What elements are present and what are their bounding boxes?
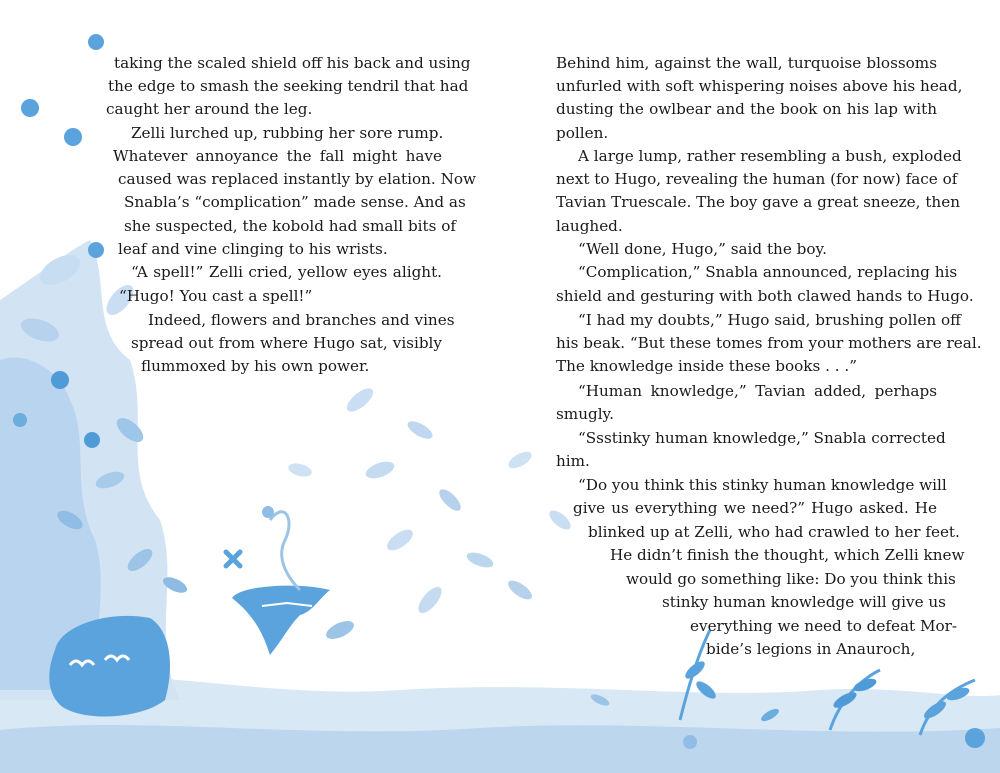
text-line: everything we need to defeat Mor- <box>690 617 958 635</box>
text-line: shield and gesturing with both clawed hands to Hugo. <box>556 287 974 305</box>
text-line: Indeed, flowers and branches and vines <box>148 311 455 329</box>
text-line: blinked up at Zelli, who had crawled to her feet. <box>588 523 960 541</box>
text-line: “Complication,” Snabla announced, replacing his <box>578 263 958 281</box>
text-line: dusting the owlbear and the book on his lap with <box>556 100 937 118</box>
text-line: his beak. “But these tomes from your mothers are real. <box>556 334 982 352</box>
text-line: “Ssstinky human knowledge,” Snabla corrected <box>578 429 946 447</box>
text-line: “Human knowledge,” Tavian added, perhaps <box>578 382 937 400</box>
text-line: taking the scaled shield off his back and using <box>114 54 471 72</box>
text-line: Whatever annoyance the fall might have <box>113 147 442 165</box>
text-line: “Do you think this stinky human knowledge will <box>578 476 947 494</box>
text-line: leaf and vine clinging to his wrists. <box>118 240 388 258</box>
text-line: “Hugo! You cast a spell!” <box>119 287 313 305</box>
right-page <box>500 0 1000 773</box>
text-line: the edge to smash the seeking tendril that had <box>108 77 469 95</box>
text-line: him. <box>556 452 590 470</box>
text-line: smugly. <box>556 405 614 423</box>
text-line: pollen. <box>556 124 609 142</box>
text-line: unfurled with soft whispering noises above his head, <box>556 77 963 95</box>
text-line: He didn’t finish the thought, which Zelli knew <box>610 546 965 564</box>
text-line: give us everything we need?” Hugo asked. He <box>573 499 937 517</box>
text-line: bide’s legions in Anauroch, <box>706 640 916 658</box>
text-line: would go something like: Do you think this <box>626 570 956 588</box>
text-line: laughed. <box>556 217 623 235</box>
text-line: Tavian Truescale. The boy gave a great sneeze, then <box>556 193 960 211</box>
text-line: stinky human knowledge will give us <box>662 593 946 611</box>
text-line: “I had my doubts,” Hugo said, brushing pollen off <box>578 311 961 329</box>
text-line: “Well done, Hugo,” said the boy. <box>578 240 827 258</box>
text-line: The knowledge inside these books . . .” <box>556 357 858 375</box>
text-line: Zelli lurched up, rubbing her sore rump. <box>131 124 444 142</box>
text-line: Behind him, against the wall, turquoise blossoms <box>556 54 937 72</box>
text-line: flummoxed by his own power. <box>141 357 370 375</box>
text-line: caused was replaced instantly by elation. Now <box>118 170 477 188</box>
text-line: spread out from where Hugo sat, visibly <box>131 334 442 352</box>
text-line: next to Hugo, revealing the human (for now) face of <box>556 170 958 188</box>
text-line: A large lump, rather resembling a bush, exploded <box>578 147 962 165</box>
text-line: caught her around the leg. <box>106 100 313 118</box>
text-line: Snabla’s “complication” made sense. And as <box>124 193 466 211</box>
text-line: she suspected, the kobold had small bits of <box>124 217 457 235</box>
text-line: “A spell!” Zelli cried, yellow eyes alight. <box>131 263 442 281</box>
